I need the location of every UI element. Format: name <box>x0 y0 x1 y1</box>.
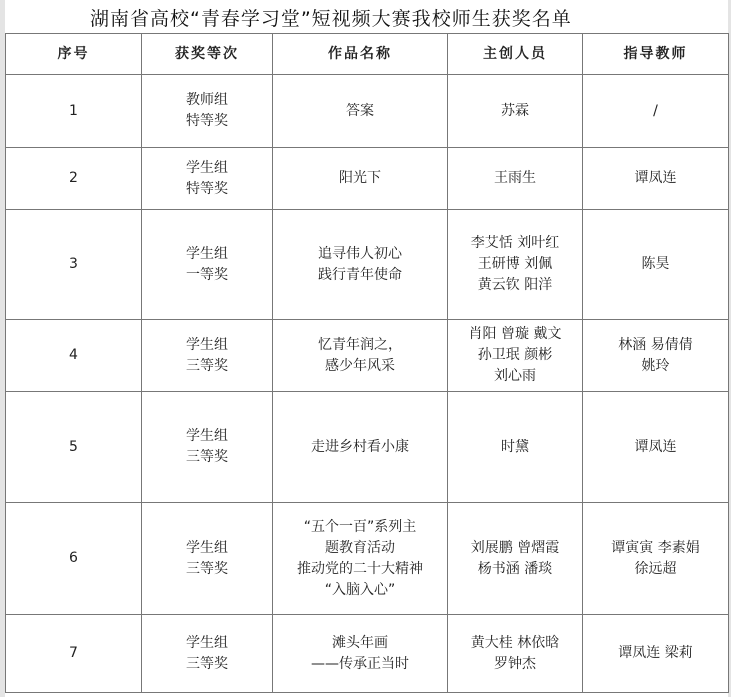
creators-line: 刘展鹏 曾熠霞 <box>470 539 560 556</box>
cell-award <box>142 615 273 693</box>
cell-no: 7 <box>6 615 142 693</box>
cell-advisors <box>583 320 729 392</box>
table-row <box>6 615 729 693</box>
cell-creators <box>448 392 583 503</box>
award-line: 教师组 <box>186 92 228 108</box>
award-list <box>5 6 728 694</box>
advisors-line: 谭凤连 <box>634 438 677 455</box>
award-line: 特等奖 <box>186 180 228 197</box>
award-line: 一等奖 <box>186 266 228 283</box>
cell-award <box>142 210 273 320</box>
header-advisors: 指导教师 <box>583 34 729 75</box>
award-line: 学生组 <box>186 245 228 262</box>
cell-work <box>273 210 448 320</box>
work-line: “入脑入心” <box>324 581 396 598</box>
cell-no: 4 <box>6 320 142 392</box>
cell-advisors <box>583 210 729 320</box>
cell-award <box>142 148 273 210</box>
work-line: ——传承正当时 <box>311 655 409 672</box>
header-award: 获奖等次 <box>142 34 273 75</box>
cell-creators <box>448 615 583 693</box>
work-line: 答案 <box>346 102 374 119</box>
cell-advisors <box>583 503 729 615</box>
cell-work <box>273 148 448 210</box>
cell-award <box>142 503 273 615</box>
cell-creators <box>448 75 583 148</box>
page-title: 湖南省高校“青春学习堂”短视频大赛我校师生获奖名单 <box>90 8 572 30</box>
advisors-line: 谭凤连 梁莉 <box>618 645 693 661</box>
work-line: 阳光下 <box>339 170 381 186</box>
work-line: “五个一百”系列主 <box>303 518 417 535</box>
advisors-line: 姚玲 <box>641 357 670 374</box>
cell-work <box>273 392 448 503</box>
award-line: 特等奖 <box>186 113 228 129</box>
work-line: 推动党的二十大精神 <box>297 560 423 577</box>
creators-line: 孙卫珉 颜彬 <box>477 347 553 363</box>
cell-work <box>273 503 448 615</box>
creators-line: 刘心雨 <box>494 368 536 384</box>
table-row <box>6 75 729 148</box>
advisors-line: 林涵 易倩倩 <box>618 336 693 353</box>
cell-advisors <box>583 615 729 693</box>
cell-creators <box>448 320 583 392</box>
award-line: 学生组 <box>186 336 228 353</box>
cell-creators <box>448 503 583 615</box>
award-table <box>5 33 729 693</box>
advisors-line: 谭凤连 <box>634 170 677 186</box>
creators-line: 王研博 刘佩 <box>477 256 553 272</box>
cell-work <box>273 75 448 148</box>
table-row <box>6 503 729 615</box>
award-line: 学生组 <box>186 539 228 556</box>
cell-creators <box>448 210 583 320</box>
work-line: 题教育活动 <box>325 539 395 556</box>
creators-line: 苏霖 <box>501 102 529 119</box>
work-line: 滩头年画 <box>332 634 388 651</box>
creators-line: 肖阳 曾璇 戴文 <box>468 326 562 342</box>
creators-line: 李艾恬 刘叶红 <box>470 235 560 251</box>
work-line: 感少年风采 <box>325 357 395 374</box>
work-line: 忆青年润之， <box>318 336 402 353</box>
cell-no: 6 <box>6 503 142 615</box>
cell-advisors <box>583 148 729 210</box>
cell-creators <box>448 148 583 210</box>
award-line: 三等奖 <box>186 655 228 672</box>
cell-work <box>273 615 448 693</box>
cell-no: 5 <box>6 392 142 503</box>
cell-work <box>273 320 448 392</box>
cell-advisors <box>583 392 729 503</box>
creators-line: 黄云钦 阳洋 <box>477 277 553 293</box>
cell-advisors <box>583 75 729 148</box>
cell-award <box>142 392 273 503</box>
award-line: 三等奖 <box>186 449 228 465</box>
creators-line: 时黛 <box>501 438 529 455</box>
award-line: 三等奖 <box>186 357 228 374</box>
work-line: 走进乡村看小康 <box>311 438 409 455</box>
work-line: 追寻伟人初心 <box>318 245 402 262</box>
award-line: 三等奖 <box>186 560 228 577</box>
header-work: 作品名称 <box>273 34 448 75</box>
cell-award <box>142 320 273 392</box>
creators-line: 黄大桂 林依晗 <box>470 634 560 651</box>
advisors-line: / <box>653 102 658 119</box>
work-line: 践行青年使命 <box>318 266 402 283</box>
award-line: 学生组 <box>186 634 228 651</box>
table-row <box>6 210 729 320</box>
cell-no: 1 <box>6 75 142 148</box>
cell-no: 2 <box>6 148 142 210</box>
header-no: 序号 <box>6 34 142 75</box>
creators-line: 罗钟杰 <box>494 655 536 672</box>
header-creators: 主创人员 <box>448 34 583 75</box>
advisors-line: 徐远超 <box>634 560 677 577</box>
award-line: 学生组 <box>186 159 228 176</box>
table-row <box>6 392 729 503</box>
table-row <box>6 320 729 392</box>
creators-line: 杨书涵 潘琰 <box>477 560 553 577</box>
advisors-line: 陈昊 <box>641 256 670 272</box>
creators-line: 王雨生 <box>494 170 536 186</box>
table-row <box>6 148 729 210</box>
header-row <box>6 34 729 75</box>
advisors-line: 谭寅寅 李素娟 <box>611 539 700 556</box>
cell-award <box>142 75 273 148</box>
award-line: 学生组 <box>186 428 228 444</box>
cell-no: 3 <box>6 210 142 320</box>
